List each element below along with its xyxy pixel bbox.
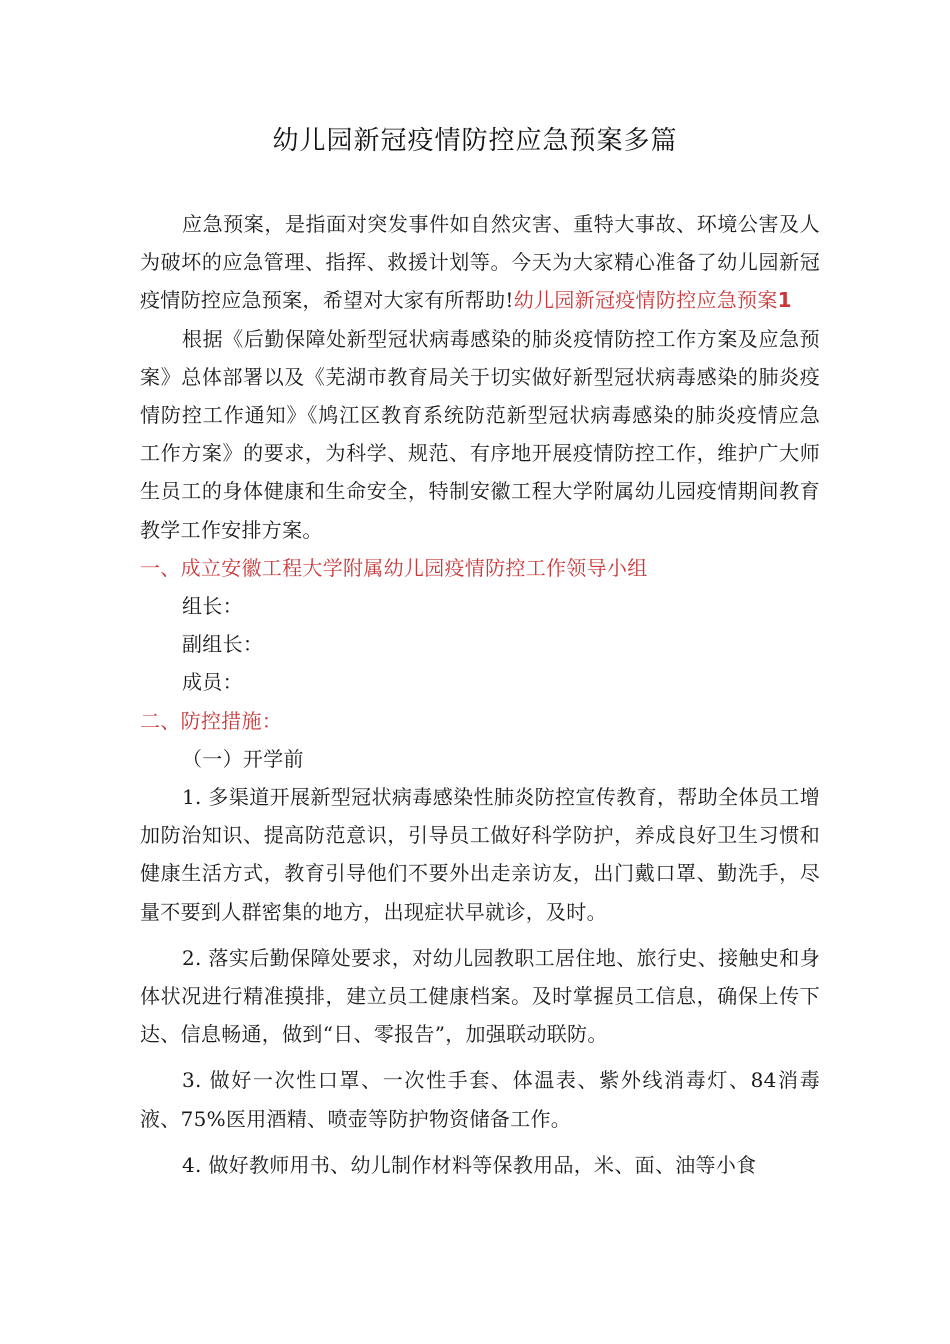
vice-leader-line: 副组长： (182, 632, 264, 657)
section-heading-2: 二、防控措施： (140, 708, 283, 733)
intro-link-number[interactable]: 1 (777, 288, 792, 313)
document-title: 幼儿园新冠疫情防控应急预案多篇 (272, 126, 678, 156)
intro-text: 应急预案，是指面对突发事件如自然灾害、重特大事故、环境公害及人为破坏的应急管理、指挥、救援计划等。今天为大家精心准备了幼儿园新冠疫情防控应急预案，希望对大家有所帮助! (140, 212, 820, 313)
list-item-4: 4. 做好教师用书、幼儿制作材料等保教用品，米、面、油等小食 (182, 1152, 757, 1177)
leader-line: 组长： (182, 594, 243, 619)
intro-link[interactable]: 幼儿园新冠疫情防控应急预案 (513, 288, 778, 313)
list-item-2: 2. 落实后勤保障处要求，对幼儿园教职工居住地、旅行史、接触史和身体状况进行精准摸排，建立员工健康档案。及时掌握员工信息，确保上传下达、信息畅通，做到“日、零报告”，加强联动联防。 (140, 945, 820, 1047)
list-item-1: 1. 多渠道开展新型冠状病毒感染性肺炎防控宣传教育，帮助全体员工增加防治知识、提高防范意识，引导员工做好科学防护，养成良好卫生习惯和健康生活方式，教育引导他们不要外出走亲访友，出门戴口罩、勤洗手，尽量不要到人群密集的地方，出现症状早就诊，及时。 (140, 785, 820, 924)
list-item-3: 3. 做好一次性口罩、一次性手套、体温表、紫外线消毒灯、84消毒液、75%医用酒精、喷壶等防护物资储备工作。 (140, 1068, 820, 1131)
members-line: 成员： (182, 670, 243, 695)
section-heading-1: 一、成立安徽工程大学附属幼儿园疫情防控工作领导小组 (140, 555, 648, 580)
intro-paragraph (140, 205, 820, 320)
subsection-heading-1: （一）开学前 (182, 746, 304, 771)
basis-paragraph: 根据《后勤保障处新型冠状病毒感染的肺炎疫情防控工作方案及应急预案》总体部署以及《芜湖市教育局关于切实做好新型冠状病毒感染的肺炎疫情防控工作通知》《鸠江区教育系统防范新型冠状病毒感染的肺炎疫情应急工作方案》的要求，为科学、规范、有序地开展疫情防控工作，维护广大师生员工的身体健康和生命安全，特制安徽工程大学附属幼儿园疫情期间教育教学工作安排方案。 (140, 326, 820, 542)
document-body (140, 205, 820, 1184)
